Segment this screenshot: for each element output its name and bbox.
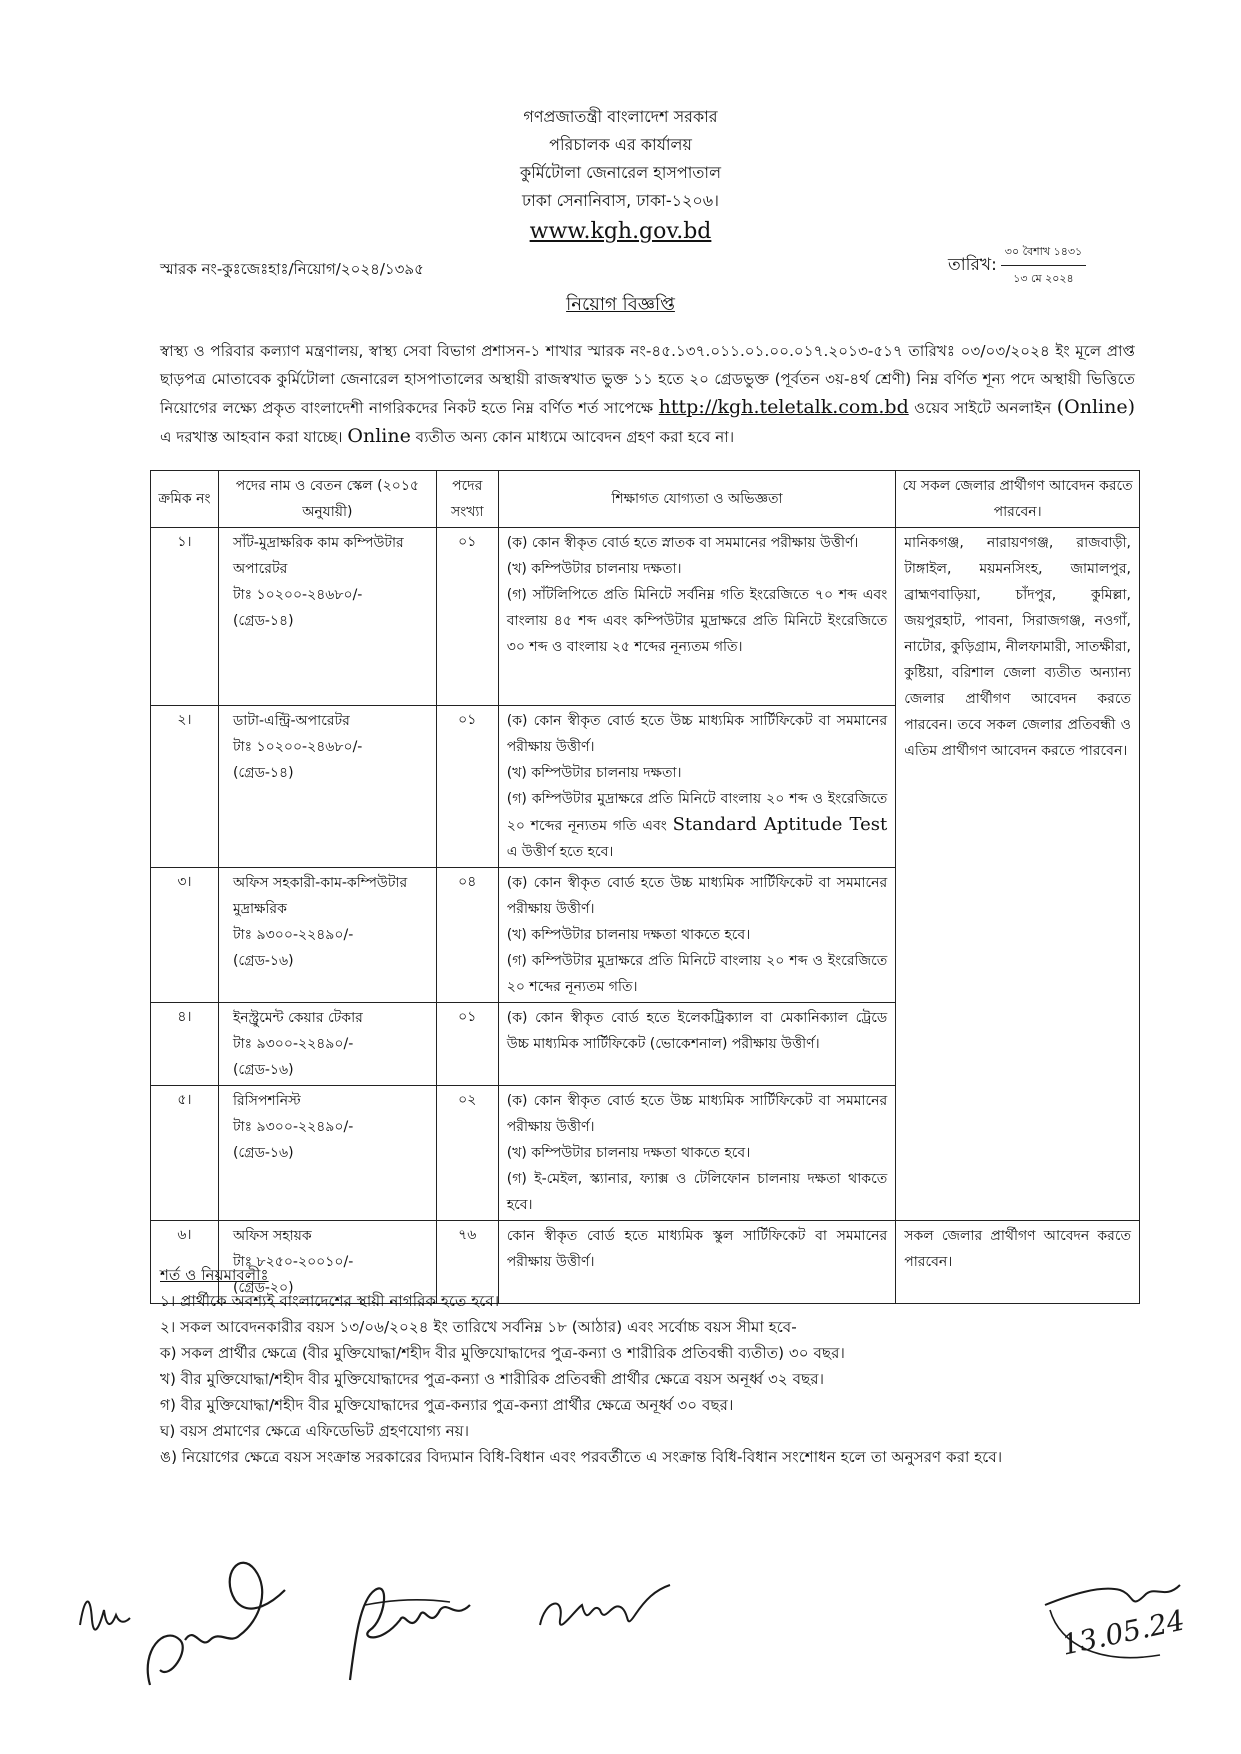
header-govt: গণপ্রজাতন্ত্রী বাংলাদেশ সরকার bbox=[523, 107, 718, 126]
table-header-row bbox=[151, 471, 1140, 528]
qual-item: (খ) কম্পিউটার চালনায় দক্ষতা। bbox=[506, 765, 682, 781]
post-name: রিসিপশনিস্ট bbox=[232, 1093, 301, 1109]
notice-title bbox=[0, 290, 1241, 321]
intro-online-2: Online bbox=[347, 425, 411, 447]
qual-item: (ক) কোন স্বীকৃত বোর্ড হতে ইলেকট্রিক্যাল বা মেকানিক্যাল ট্রেডে উচ্চ মাধ্যমিক সার্টিফিকেট (ভোকেশনাল) পরীক্ষায় উত্তীর্ণ। bbox=[506, 1010, 888, 1052]
row-serial: ১। bbox=[151, 528, 219, 706]
conditions-heading: শর্ত ও নিয়মাবলীঃ bbox=[160, 1266, 269, 1284]
condition-item: ক) সকল প্রার্থীর ক্ষেত্রে (বীর মুক্তিযোদ্ধা/শহীদ বীর মুক্তিযোদ্ধাদের পুত্র-কন্যা ও শারীরিক প্রতিবন্ধী ব্যতীত) ৩০ বছর। bbox=[160, 1344, 845, 1362]
qual-text: (গ) কম্পিউটার মুদ্রাক্ষরে প্রতি মিনিটে বাংলায় ২০ শব্দ ও ইংরেজিতে ২০ শব্দের নূন্যতম গতি এবং bbox=[506, 791, 888, 834]
table-row bbox=[151, 528, 1140, 706]
post-grade: (গ্রেড-১৬) bbox=[232, 1062, 294, 1078]
row-serial: ২। bbox=[151, 706, 219, 868]
row-post bbox=[218, 1003, 436, 1086]
post-grade: (গ্রেড-১৪) bbox=[232, 765, 294, 781]
qual-item: (গ) সাঁটলিপিতে প্রতি মিনিটে সর্বনিম্ন গতি ইংরেজিতে ৭০ শব্দ এবং বাংলায় ৪৫ শব্দ এবং কম্পিউটার মুদ্রাক্ষরে প্রতি মিনিটে ইংরেজিতে ৩০ শব্দ ও বাংলায় ২৫ শব্দের নূন্যতম গতি। bbox=[506, 587, 888, 655]
post-scale: টাঃ ৯৩০০-২২৪৯০/- bbox=[232, 1036, 354, 1052]
condition-item: ২। সকল আবেদনকারীর বয়স ১৩/০৬/২০২৪ ইং তারিখে সর্বনিম্ন ১৮ (আঠার) এবং সর্বোচ্চ বয়স সীমা হবে- bbox=[160, 1318, 797, 1336]
header-qualification: শিক্ষাগত যোগ্যতা ও অভিজ্ঞতা bbox=[498, 471, 895, 528]
row-serial: ৪। bbox=[151, 1003, 219, 1086]
post-grade: (গ্রেড-১৬) bbox=[232, 1145, 294, 1161]
date-bangla: ৩০ বৈশাখ ১৪৩১ bbox=[1001, 243, 1086, 266]
qual-item: (ক) কোন স্বীকৃত বোর্ড হতে উচ্চ মাধ্যমিক সার্টিফিকেট বা সমমানের পরীক্ষায় উত্তীর্ণ। bbox=[506, 713, 888, 755]
signature-4-image bbox=[1040, 1555, 1200, 1675]
qual-item: (খ) কম্পিউটার চালনায় দক্ষতা। bbox=[506, 561, 682, 577]
row-count: ০২ bbox=[436, 1086, 498, 1221]
post-scale: টাঃ ৮২৫০-২০০১০/- bbox=[232, 1254, 354, 1270]
teletalk-link[interactable]: http://kgh.teletalk.com.bd bbox=[658, 396, 909, 418]
row-qualification bbox=[498, 868, 895, 1003]
row-qualification bbox=[498, 1003, 895, 1086]
header-hospital: কুর্মিটোলা জেনারেল হাসপাতাল bbox=[519, 163, 721, 182]
row-post bbox=[218, 706, 436, 868]
post-name: অফিস সহায়ক bbox=[232, 1228, 312, 1244]
post-scale: টাঃ ৯৩০০-২২৪৯০/- bbox=[232, 927, 354, 943]
row-post bbox=[218, 528, 436, 706]
post-name: সাঁট-মুদ্রাক্ষরিক কাম কম্পিউটার অপারেটর bbox=[232, 535, 404, 577]
row-count: ০১ bbox=[436, 528, 498, 706]
qual-item: (গ) কম্পিউটার মুদ্রাক্ষরে প্রতি মিনিটে বাংলায় ২০ শব্দ ও ইংরেজিতে ২০ শব্দের নূন্যতম গতি। bbox=[506, 953, 888, 995]
row-qualification bbox=[498, 528, 895, 706]
row-count: ০১ bbox=[436, 706, 498, 868]
row-qualification bbox=[498, 706, 895, 868]
intro-online-1: (Online) bbox=[1056, 396, 1135, 418]
date-english: ১৩ মে ২০২৪ bbox=[1013, 272, 1074, 285]
date-fraction bbox=[1001, 243, 1086, 289]
intro-part4: ব্যতীত অন্য কোন মাধ্যমে আবেদন গ্রহণ করা হবে না। bbox=[410, 428, 735, 446]
memo-number: স্মারক নং-কুঃজেঃহাঃ/নিয়োগ/২০২৪/১৩৯৫ bbox=[160, 260, 424, 278]
post-scale: টাঃ ৯৩০০-২২৪৯০/- bbox=[232, 1119, 354, 1135]
districts-cell-all: সকল জেলার প্রার্থীগণ আবেদন করতে পারবেন। bbox=[896, 1221, 1140, 1304]
qual-item: (ক) কোন স্বীকৃত বোর্ড হতে স্নাতক বা সমমানের পরীক্ষায় উত্তীর্ণ। bbox=[506, 535, 859, 551]
row-serial: ৬। bbox=[151, 1221, 219, 1304]
row-count: ৭৬ bbox=[436, 1221, 498, 1304]
condition-item: গ) বীর মুক্তিযোদ্ধা/শহীদ বীর মুক্তিযোদ্ধাদের পুত্র-কন্যার পুত্র-কন্যা প্রার্থীর ক্ষেত্রে অনূর্ধ্ব ৩০ বছর। bbox=[160, 1396, 734, 1414]
signature-1-image bbox=[70, 1530, 290, 1710]
qual-item: (ক) কোন স্বীকৃত বোর্ড হতে উচ্চ মাধ্যমিক সার্টিফিকেট বা সমমানের পরীক্ষায় উত্তীর্ণ। bbox=[506, 1093, 888, 1135]
conditions-section bbox=[160, 1262, 1145, 1470]
header-website-link[interactable]: www.kgh.gov.bd bbox=[529, 219, 712, 244]
header-districts: যে সকল জেলার প্রার্থীগণ আবেদন করতে পারবেন। bbox=[896, 471, 1140, 528]
post-grade: (গ্রেড-২০) bbox=[232, 1280, 294, 1296]
row-post bbox=[218, 1086, 436, 1221]
intro-part3: এ দরখাস্ত আহবান করা যাচ্ছে। bbox=[160, 428, 348, 446]
qual-text: এ উত্তীর্ণ হতে হবে। bbox=[506, 844, 614, 860]
qual-item: কোন স্বীকৃত বোর্ড হতে মাধ্যমিক স্কুল সার্টিফিকেট বা সমমানের পরীক্ষায় উত্তীর্ণ। bbox=[506, 1228, 888, 1270]
post-scale: টাঃ ১০২০০-২৪৬৮০/- bbox=[232, 587, 363, 603]
date-block bbox=[948, 243, 1086, 289]
handwritten-date: 13.05.24 bbox=[1058, 1603, 1188, 1662]
row-serial: ৩। bbox=[151, 868, 219, 1003]
row-post bbox=[218, 868, 436, 1003]
post-grade: (গ্রেড-১৬) bbox=[232, 953, 294, 969]
row-serial: ৫। bbox=[151, 1086, 219, 1221]
header-count: পদের সংখ্যা bbox=[436, 471, 498, 528]
post-name: ডাটা-এন্ট্রি-অপারেটর bbox=[232, 713, 350, 729]
qual-item: (গ) ই-মেইল, স্ক্যানার, ফ্যাক্স ও টেলিফোন চালনায় দক্ষতা থাকতে হবে। bbox=[506, 1171, 888, 1213]
condition-item: ১। প্রার্থীকে অবশ্যই বাংলাদেশের স্থায়ী নাগরিক হতে হবে। bbox=[160, 1292, 500, 1310]
notice-title-text: নিয়োগ বিজ্ঞপ্তি bbox=[566, 294, 675, 315]
signature-3-image bbox=[530, 1570, 680, 1650]
header-address: ঢাকা সেনানিবাস, ঢাকা-১২০৬। bbox=[522, 191, 719, 210]
post-scale: টাঃ ১০২০০-২৪৬৮০/- bbox=[232, 739, 363, 755]
condition-item: ঘ) বয়স প্রমাণের ক্ষেত্রে এফিডেভিট গ্রহণযোগ্য নয়। bbox=[160, 1422, 470, 1440]
row-count: ০৪ bbox=[436, 868, 498, 1003]
qual-item: (খ) কম্পিউটার চালনায় দক্ষতা থাকতে হবে। bbox=[506, 1145, 751, 1161]
posts-table bbox=[150, 470, 1140, 1304]
condition-item: খ) বীর মুক্তিযোদ্ধা/শহীদ বীর মুক্তিযোদ্ধাদের পুত্র-কন্যা ও শারীরিক প্রতিবন্ধী প্রার্থীর ক্ষেত্রে বয়স অনূর্ধ্ব ৩২ বছর। bbox=[160, 1370, 825, 1388]
districts-cell: মানিকগঞ্জ, নারায়ণগঞ্জ, রাজবাড়ী, টাঙ্গাইল, ময়মনসিংহ, জামালপুর, ব্রাহ্মণবাড়িয়া, চাঁদপুর, কুমিল্লা, জয়পুরহাট, পাবনা, সিরাজগঞ্জ, নওগাঁ, নাটোর, কুড়িগ্রাম, নীলফামারী, সাতক্ষীরা, কুষ্টিয়া, বরিশাল জেলা ব্যতীত অন্যান্য জেলার প্রার্থীগণ আবেদন করতে পারবেন। তবে সকল জেলার প্রতিবন্ধী ও এতিম প্রার্থীগণ আবেদন করতে পারবেন। bbox=[896, 528, 1140, 1221]
date-label: তারিখ: bbox=[948, 255, 997, 275]
office-header bbox=[0, 103, 1241, 249]
condition-item: ঙ) নিয়োগের ক্ষেত্রে বয়স সংক্রান্ত সরকারের বিদ্যমান বিধি-বিধান এবং পরবর্তীতে এ সংক্রান্ত বিধি-বিধান সংশোধন হলে তা অনুসরণ করা হবে। bbox=[160, 1448, 1003, 1466]
intro-paragraph bbox=[160, 337, 1135, 451]
signature-2-image bbox=[330, 1560, 480, 1690]
header-post: পদের নাম ও বেতন স্কেল (২০১৫ অনুযায়ী) bbox=[218, 471, 436, 528]
qual-text-english: Standard Aptitude Test bbox=[672, 814, 888, 835]
row-qualification bbox=[498, 1086, 895, 1221]
post-name: অফিস সহকারী-কাম-কম্পিউটার মুদ্রাক্ষরিক bbox=[232, 875, 408, 917]
qual-item: (খ) কম্পিউটার চালনায় দক্ষতা থাকতে হবে। bbox=[506, 927, 751, 943]
qual-item bbox=[507, 786, 887, 865]
post-name: ইনস্ট্রুমেন্ট কেয়ার টেকার bbox=[232, 1010, 363, 1026]
intro-part1: স্বাস্থ্য ও পরিবার কল্যাণ মন্ত্রণালয়, স্বাস্থ্য সেবা বিভাগ প্রশাসন-১ শাখার স্মারক নং-৪৫.১৩৭.০১১.০১.০০.০১৭.২০১৩-৫১৭ তারিখঃ ০৩/০৩/২০২৪ ইং মূলে প্রাপ্ত ছাড়পত্র মোতাবেক কুর্মিটোলা জেনারেল হাসপাতালের অস্থায়ী রাজস্বখাত ভুক্ত ১১ হতে ২০ গ্রেডভুক্ত (পূর্বতন ৩য়-৪র্থ শ্রেণী) নিম্ন বর্ণিত শূন্য পদে অস্থায়ী ভিত্তিতে নিয়োগের লক্ষ্যে প্রকৃত বাংলাদেশী নাগরিকদের নিকট হতে নিম্ন বর্ণিত শর্ত সাপেক্ষে bbox=[160, 342, 1135, 417]
header-serial: ক্রমিক নং bbox=[151, 471, 219, 528]
intro-part2: ওয়েব সাইটে অনলাইন bbox=[908, 399, 1057, 417]
header-office: পরিচালক এর কার্যালয় bbox=[549, 135, 692, 154]
qual-item: (ক) কোন স্বীকৃত বোর্ড হতে উচ্চ মাধ্যমিক সার্টিফিকেট বা সমমানের পরীক্ষায় উত্তীর্ণ। bbox=[506, 875, 888, 917]
post-grade: (গ্রেড-১৪) bbox=[232, 613, 294, 629]
row-count: ০১ bbox=[436, 1003, 498, 1086]
